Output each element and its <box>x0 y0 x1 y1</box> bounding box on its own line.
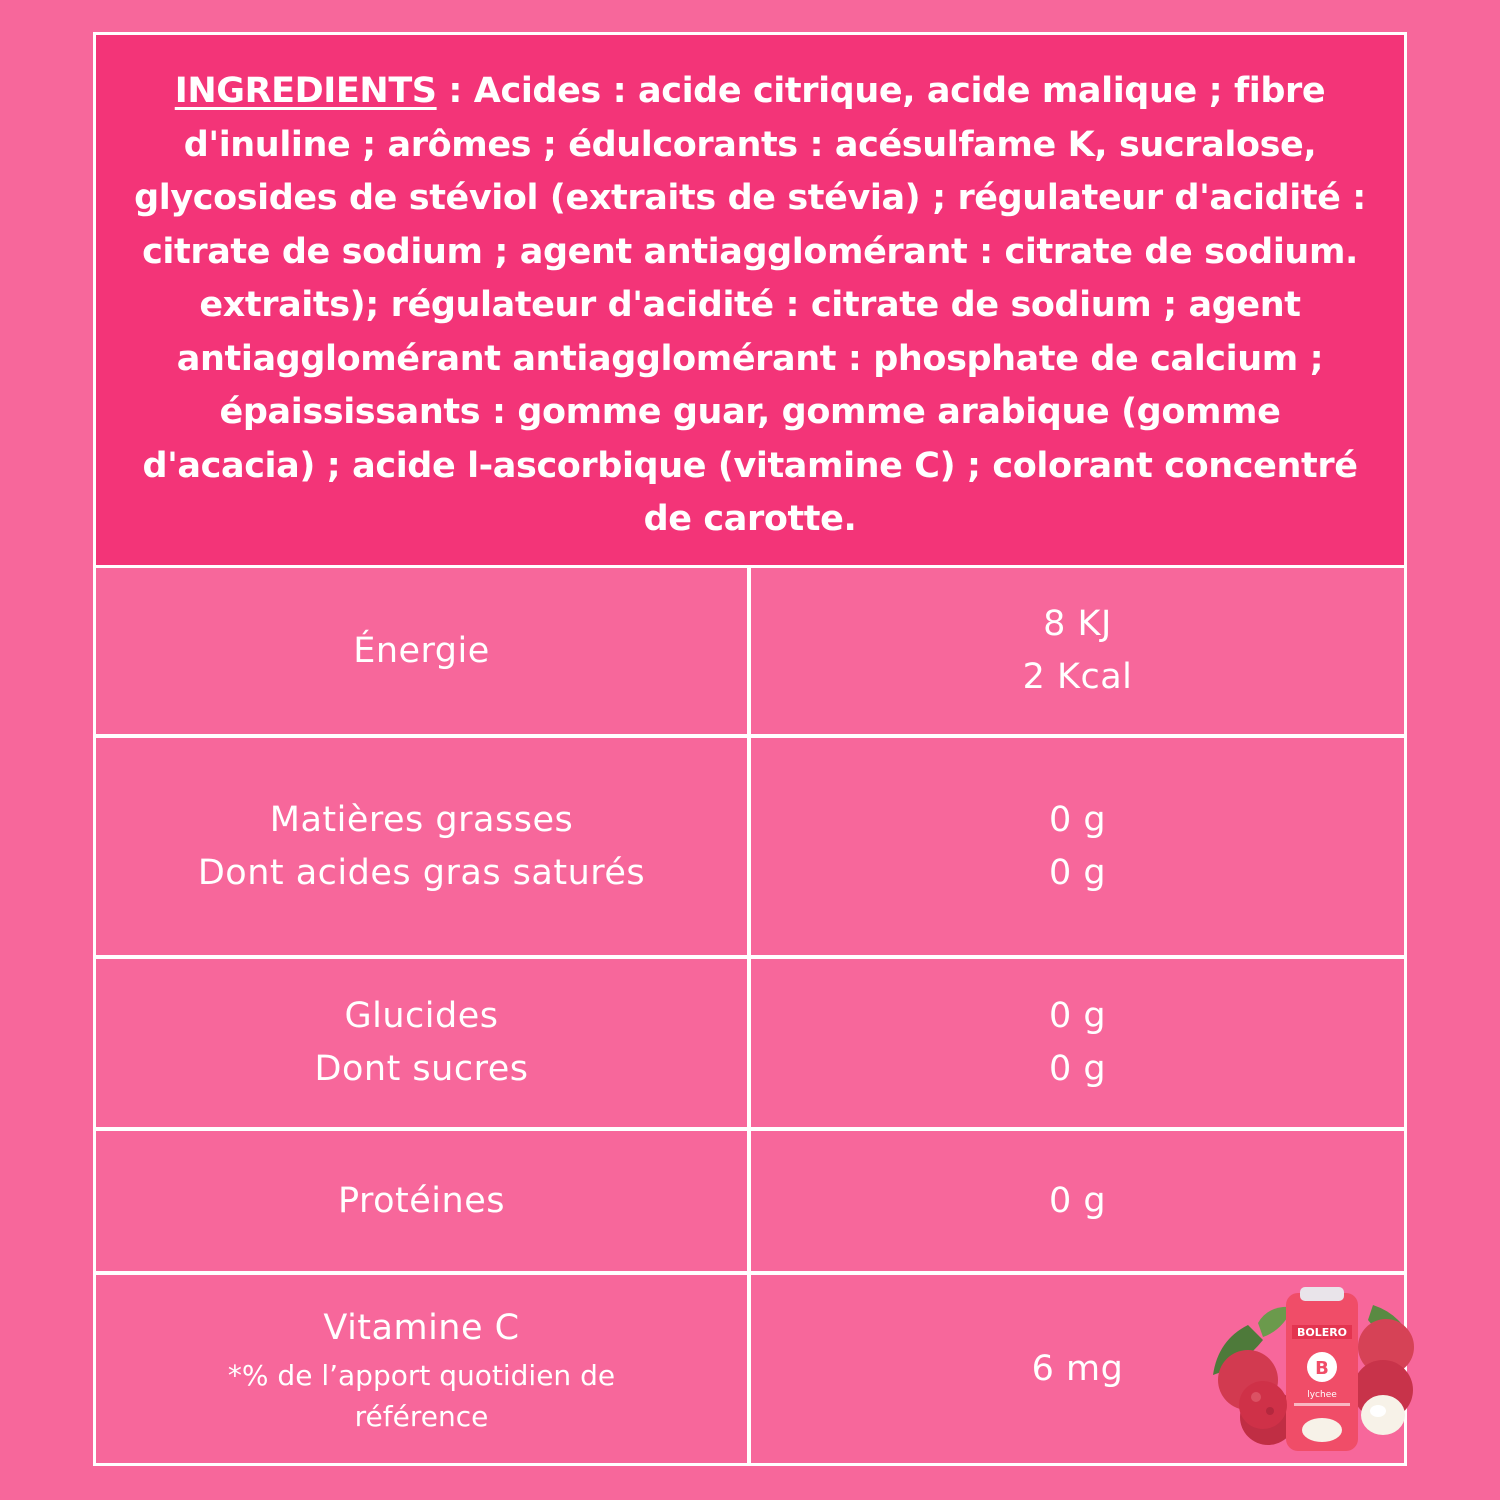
lychee-drink-sachet-icon <box>1208 1285 1418 1455</box>
row-carbs-label <box>96 959 747 1127</box>
product-logo-letter: B <box>1315 1358 1329 1379</box>
ingredients-line-3: glycosides de stéviol (extraits de stévia) ; régulateur d'acidité : <box>134 178 1366 218</box>
row-fat-value <box>751 738 1404 955</box>
ingredients-heading: INGREDIENTS <box>174 71 437 111</box>
label-line: Dont acides gras saturés <box>197 852 646 893</box>
row-vitamin-c-label <box>96 1275 747 1463</box>
value-line: 6 mg <box>1031 1348 1124 1389</box>
row-carbs-value <box>751 959 1404 1127</box>
row-protein-value <box>751 1131 1404 1271</box>
value-line: 0 g <box>1048 996 1107 1036</box>
ingredients-line-5: extraits); régulateur d'acidité : citrate de sodium ; agent <box>199 285 1301 325</box>
row-fat-label <box>96 738 747 955</box>
ingredients-block <box>96 35 1404 567</box>
ingredients-line-1: INGREDIENTS : Acides : acide citrique, acide malique ; fibre <box>174 71 1326 111</box>
row-energy-label <box>96 568 747 734</box>
label-line: Protéines <box>338 1180 505 1221</box>
ingredients-line-4: citrate de sodium ; agent antiagglomérant : citrate de sodium. <box>142 231 1358 272</box>
row-protein-label <box>96 1131 747 1271</box>
ingredients-line-9: de carotte. <box>643 499 857 539</box>
value-line: 0 g <box>1048 1049 1107 1089</box>
footnote-line: *% de l’apport quotidien de <box>227 1358 616 1392</box>
value-line: 2 Kcal <box>1022 657 1133 697</box>
label-line: Vitamine C <box>323 1307 520 1348</box>
ingredients-line-7: épaississants : gomme guar, gomme arabique (gomme <box>219 392 1281 432</box>
value-line: 0 g <box>1048 799 1107 840</box>
label-line: Glucides <box>344 996 499 1036</box>
product-brand: BOLERO <box>1296 1326 1348 1339</box>
row-energy-value <box>751 568 1404 734</box>
value-line: 0 g <box>1048 852 1107 893</box>
label-line: Énergie <box>353 630 490 671</box>
ingredients-line-6: antiaggloméran﻿t antiagglomérant : phosphate de calcium ; <box>176 338 1324 379</box>
ingredients-line-2: d'inuline ; arômes ; édulcorants : acésulfame K, sucralose, <box>183 124 1317 165</box>
nutrition-panel <box>93 32 1407 1466</box>
value-line: 0 g <box>1048 1180 1107 1221</box>
footnote-line: référence <box>354 1399 489 1433</box>
ingredients-line-8: d'acacia) ; acide l-ascorbique (vitamine C) ; colorant concentré <box>142 445 1358 486</box>
label-line: Matières grasses <box>269 799 574 840</box>
value-line: 8 KJ <box>1043 604 1112 644</box>
product-flavor: lychee <box>1307 1390 1337 1400</box>
label-line: Dont sucres <box>314 1049 529 1089</box>
